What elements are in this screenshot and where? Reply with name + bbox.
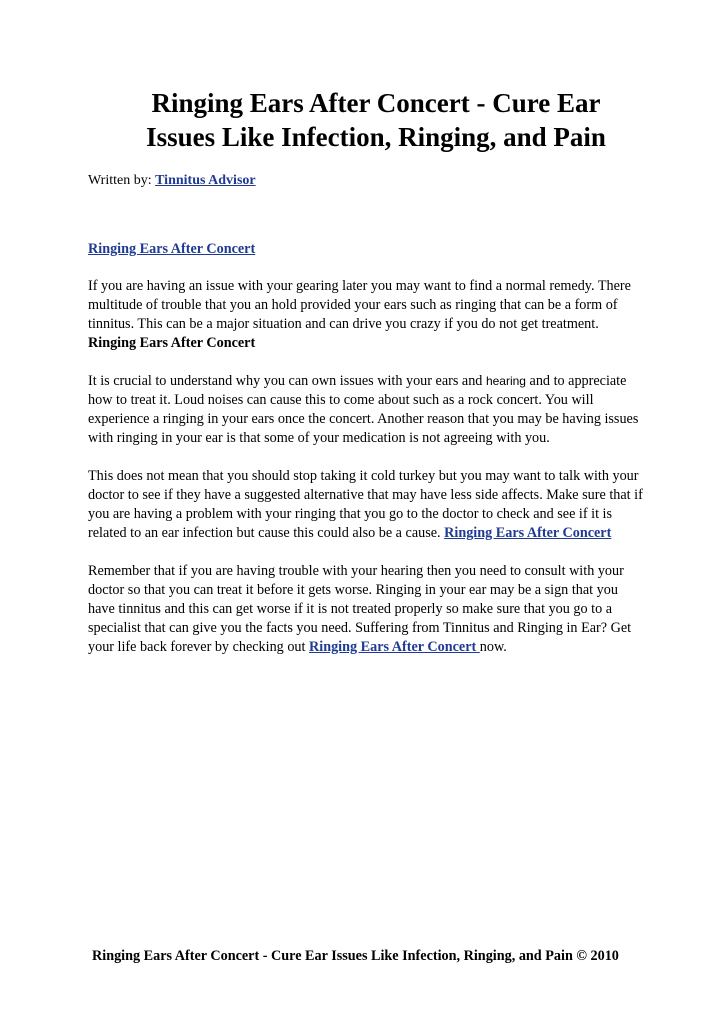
paragraph-4-link[interactable]: Ringing Ears After Concert	[309, 639, 480, 655]
paragraph-1	[88, 277, 644, 353]
article-body	[88, 240, 644, 676]
author-link[interactable]: Tinnitus Advisor	[155, 173, 256, 188]
paragraph-1-text: If you are having an issue with your gearing later you may want to find a normal remedy. There multitude of trouble that you an hold provided your ears such as ringing that can be a form of tinnitus. This can be a major situation and can drive you crazy if you do not get treatment.	[88, 278, 631, 332]
page-title	[88, 86, 664, 154]
section-heading	[88, 240, 644, 259]
paragraph-2	[88, 372, 644, 448]
byline-label: Written by:	[88, 173, 152, 188]
paragraph-4	[88, 562, 644, 657]
page-footer: Ringing Ears After Concert - Cure Ear Issues Like Infection, Ringing, and Pain © 2010	[92, 948, 619, 964]
heading-link[interactable]: Ringing Ears After Concert	[88, 241, 256, 257]
paragraph-4-end: now.	[479, 639, 507, 655]
paragraph-2-keyword: hearing	[485, 374, 526, 388]
byline	[88, 172, 256, 190]
title-line-2: Issues Like Infection, Ringing, and Pain	[146, 122, 606, 152]
paragraph-2-text-after: and to appreciate how to treat it. Loud noises can cause this to come about such as a rock concert. You will experience a ringing in your ears once the concert. Another reason that you may be having issues with ringing in your ear is that some of your medication is not agreeing with you.	[88, 373, 639, 446]
paragraph-3-text: This does not mean that you should stop taking it cold turkey but you may want to talk with your doctor to see if they have a suggested alternative that may have less side affects. Make sure that if you are having a problem with your ringing that you go to the doctor to check and see if it is related to an ear infection but cause this could also be a cause.	[88, 468, 643, 541]
paragraph-3-link[interactable]: Ringing Ears After Concert	[444, 525, 612, 541]
paragraph-3	[88, 467, 644, 543]
paragraph-2-text-before: It is crucial to understand why you can own issues with your ears and	[88, 373, 483, 389]
paragraph-1-bold-keyword: Ringing Ears After Concert	[88, 335, 256, 351]
title-line-1: Ringing Ears After Concert - Cure Ear	[151, 88, 601, 118]
paragraph-4-text: Remember that if you are having trouble with your hearing then you need to consult with your doctor so that you can treat it before it gets worse. Ringing in your ear may be a sign that you have tinnitus and this can get worse if it is not treated properly so make sure that you go to a specialist that can give you the facts you need. Suffering from Tinnitus and Ringing in Ear? Get your life back forever by checking out	[88, 563, 632, 655]
